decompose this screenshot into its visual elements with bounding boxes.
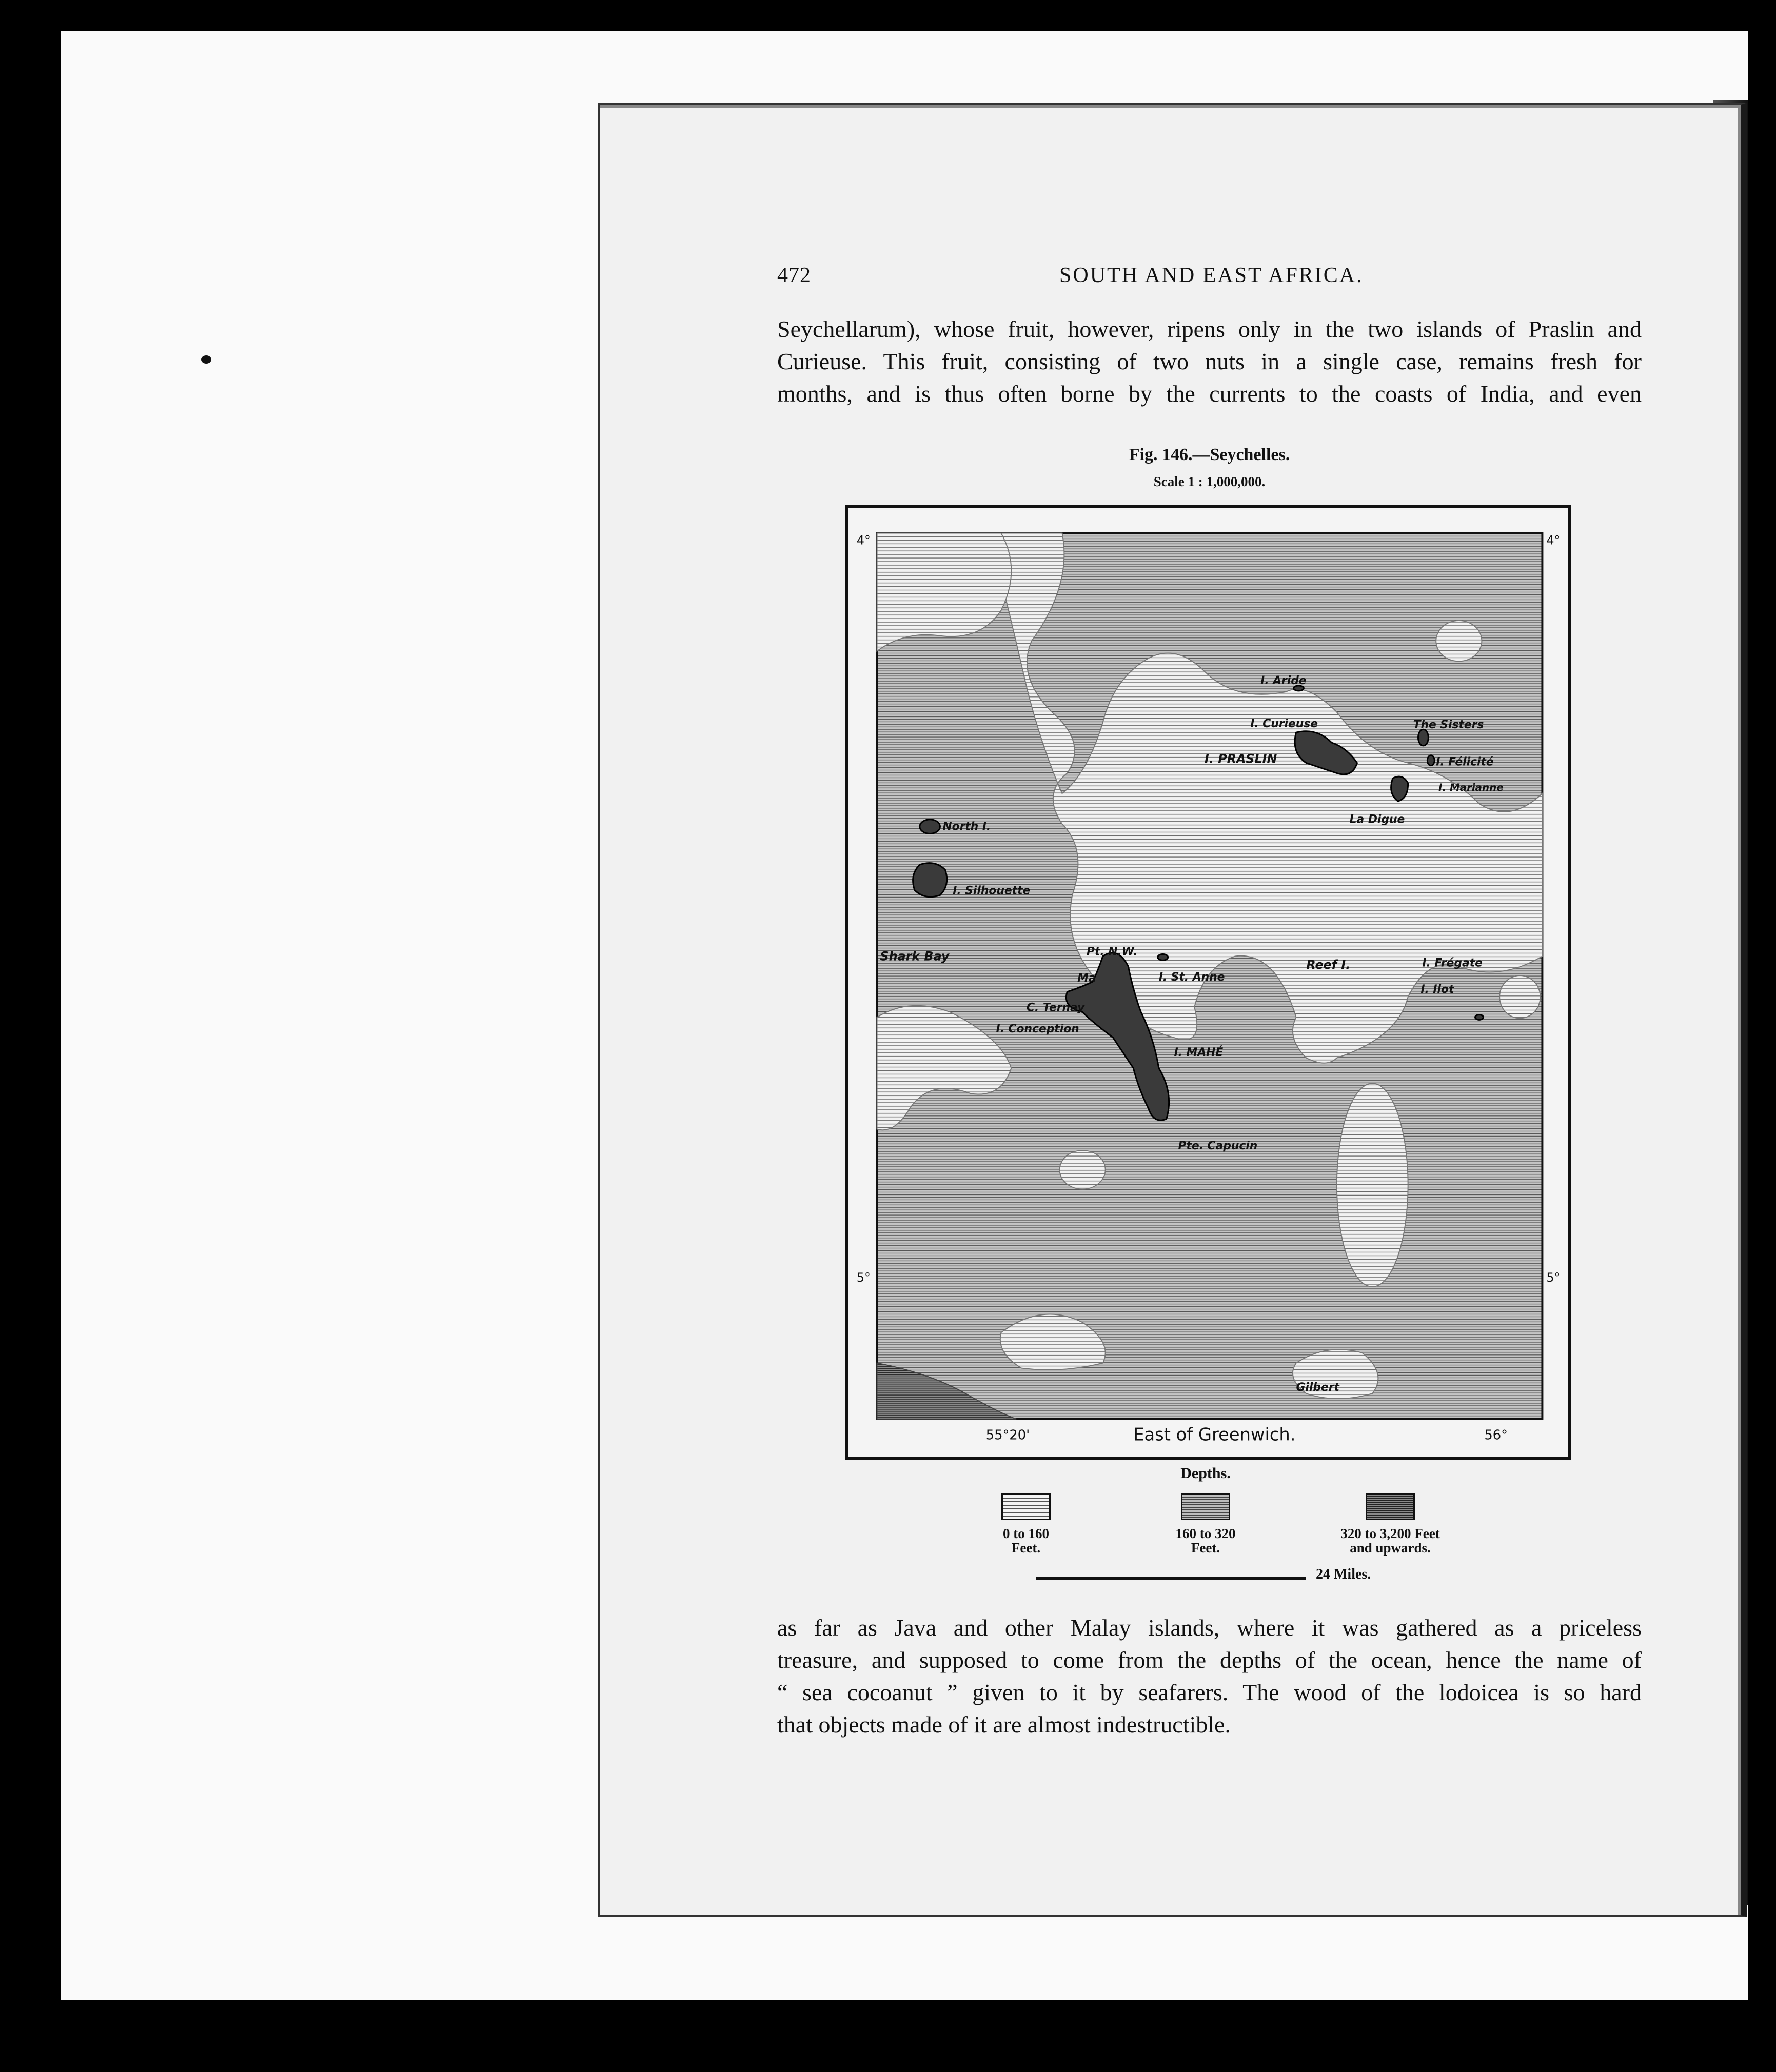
paragraph-top [777,313,1642,410]
label-sisters: The Sisters [1413,719,1484,732]
paragraph-line: “ sea cocoanut ” given to it by seafarers. The wood of the lodoicea is so hard [777,1679,1642,1705]
marianne-island [1427,755,1434,766]
lat-label-top-right: 4° [1546,533,1561,548]
paragraph-line: as far as Java and other Malay islands, where it was gathered as a priceless [777,1615,1642,1641]
legend-item-shallow [970,1493,1082,1555]
label-silhouette: I. Silhouette [953,884,1031,898]
shallow-patch-east [1337,1083,1408,1287]
label-marianne: I. Marianne [1438,782,1504,794]
felicite-island [1418,729,1428,746]
scale-bar [1036,1577,1306,1580]
paragraph-line: that objects made of it are almost indestructible. [777,1711,1231,1738]
label-c-ternay: C. Ternay [1027,1001,1085,1014]
legend-label: Feet. [1191,1540,1220,1556]
label-north-island: North I. [942,820,991,833]
label-fregate: I. Frégate [1422,957,1483,970]
shallow-patch-east-edge [1499,975,1540,1018]
scale-bar-label: 24 Miles. [1316,1566,1371,1582]
legend-label: and upwards. [1350,1540,1431,1556]
seychelles-map [845,505,1571,1460]
label-curieuse: I. Curieuse [1250,718,1318,731]
lat-label-top-left: 4° [856,533,871,548]
label-shark-bay: Shark Bay [880,949,950,964]
north-island [920,820,940,834]
scan-speck [201,355,211,364]
label-praslin: I. PRASLIN [1205,751,1277,766]
legend-label: Feet. [1011,1540,1041,1556]
label-gilbert: Gilbert [1296,1381,1339,1394]
legend-title: Depths. [1180,1465,1231,1482]
shallow-patch-south [1059,1150,1105,1189]
label-la-digue: La Digue [1349,813,1405,826]
lat-label-bottom-left: 5° [856,1270,871,1285]
figure-scale: Scale 1 : 1,000,000. [1153,474,1266,489]
fregate-island [1475,1014,1484,1020]
figure-caption: Fig. 146.—Seychelles. [1129,445,1290,464]
lat-label-bottom-right: 5° [1546,1270,1561,1285]
map-graphic [848,508,1568,1457]
lon-label-left: 55°20' [985,1427,1030,1443]
shallow-patch-northeast [1436,621,1482,661]
label-mahe: I. MAHÉ [1174,1046,1224,1059]
running-title: SOUTH AND EAST AFRICA. [1059,264,1364,287]
label-ma: Ma [1077,972,1096,985]
label-aride: I. Aride [1260,674,1307,687]
paragraph-line: Curieuse. This fruit, consisting of two nuts in a single case, remains fresh for [777,348,1642,374]
legend-item-deep [1313,1493,1467,1555]
label-ilot: I. Ilot [1420,983,1454,996]
paragraph-line: months, and is thus often borne by the currents to the coasts of India, and even [777,381,1642,407]
paragraph-line: treasure, and supposed to come from the depths of the ocean, hence the name of [777,1647,1642,1673]
legend-label: 160 to 320 [1175,1526,1236,1541]
label-reef-island: Reef I. [1306,958,1351,972]
legend-item-medium [1149,1493,1262,1555]
page-number: 472 [777,264,811,287]
paragraph-bottom [777,1611,1642,1741]
st-anne-island [1158,954,1168,960]
label-pt-nw: Pt. N.W. [1087,945,1138,959]
legend-swatch-medium [1181,1493,1230,1520]
legend-swatch-light [1001,1493,1051,1520]
legend-label: 320 to 3,200 Feet [1340,1526,1440,1541]
lon-axis-title: East of Greenwich. [1133,1424,1296,1445]
label-conception: I. Conception [996,1023,1079,1036]
paragraph-line: Seychellarum), whose fruit, however, ripens only in the two islands of Praslin and [777,316,1642,342]
legend-label: 0 to 160 [1003,1526,1049,1541]
label-felicite: I. Félicité [1436,755,1494,769]
legend-swatch-dark [1366,1493,1415,1520]
silhouette-island [913,863,947,897]
lon-label-right: 56° [1484,1427,1508,1443]
label-st-anne: I. St. Anne [1158,971,1225,984]
label-capucin: Pte. Capucin [1178,1140,1258,1153]
